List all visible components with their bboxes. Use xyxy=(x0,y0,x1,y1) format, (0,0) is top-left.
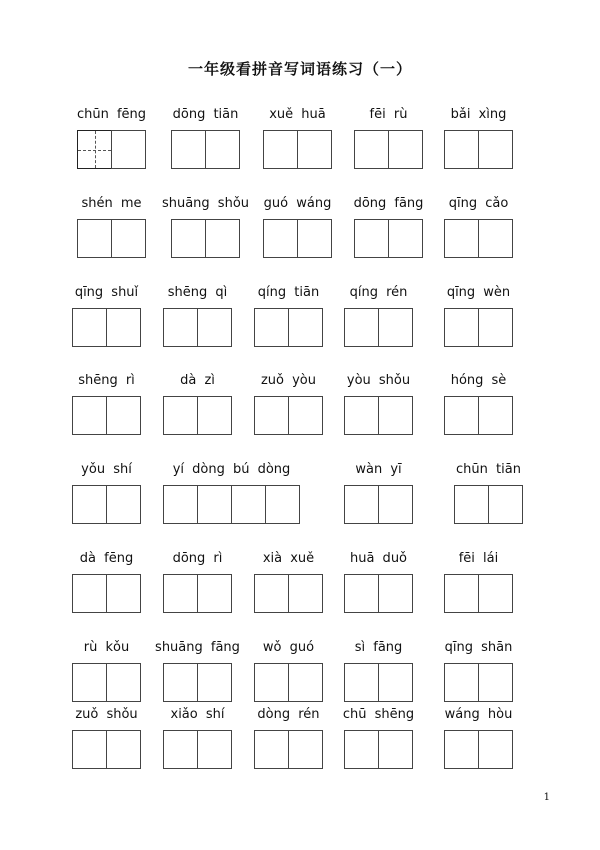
writing-box[interactable] xyxy=(254,730,289,769)
writing-box[interactable] xyxy=(197,485,232,524)
pinyin-label: huā duǒ xyxy=(349,551,408,566)
writing-box[interactable] xyxy=(197,663,232,702)
writing-box[interactable] xyxy=(263,130,298,169)
writing-box[interactable] xyxy=(344,574,379,613)
writing-box[interactable] xyxy=(197,730,232,769)
writing-boxes xyxy=(72,485,140,524)
writing-boxes xyxy=(72,308,140,347)
pinyin-label: qīng wèn xyxy=(446,285,511,300)
writing-box[interactable] xyxy=(171,219,206,258)
writing-box[interactable] xyxy=(354,130,389,169)
writing-box[interactable] xyxy=(378,485,413,524)
writing-box[interactable] xyxy=(106,574,141,613)
tianzige-guide-box[interactable] xyxy=(77,130,112,169)
writing-box[interactable] xyxy=(444,663,479,702)
pinyin-label: shén me xyxy=(81,196,142,211)
writing-box[interactable] xyxy=(378,730,413,769)
writing-box[interactable] xyxy=(106,485,141,524)
pinyin-label: xuě huā xyxy=(269,107,326,122)
writing-box[interactable] xyxy=(171,130,206,169)
exercise-row xyxy=(0,707,600,787)
writing-box[interactable] xyxy=(388,219,423,258)
writing-box[interactable] xyxy=(444,730,479,769)
pinyin-label: yòu shǒu xyxy=(346,373,411,388)
writing-box[interactable] xyxy=(478,730,513,769)
exercise-row xyxy=(0,107,600,187)
writing-box[interactable] xyxy=(288,308,323,347)
writing-boxes xyxy=(254,730,322,769)
pinyin-label: wàn yī xyxy=(355,462,402,477)
exercise-row xyxy=(0,551,600,631)
pinyin-label: sì fāng xyxy=(354,640,403,655)
writing-boxes xyxy=(444,130,512,169)
writing-box[interactable] xyxy=(254,663,289,702)
writing-box[interactable] xyxy=(163,308,198,347)
writing-box[interactable] xyxy=(444,574,479,613)
writing-box[interactable] xyxy=(378,308,413,347)
writing-box[interactable] xyxy=(478,663,513,702)
writing-box[interactable] xyxy=(205,130,240,169)
writing-boxes xyxy=(77,219,145,258)
writing-boxes xyxy=(72,396,140,435)
pinyin-label: guó wáng xyxy=(263,196,332,211)
writing-boxes xyxy=(444,574,512,613)
page-title: 一年级看拼音写词语练习（一） xyxy=(187,60,412,78)
writing-box[interactable] xyxy=(72,574,107,613)
writing-boxes xyxy=(344,663,412,702)
writing-box[interactable] xyxy=(478,308,513,347)
pinyin-label: fēi lái xyxy=(458,551,499,566)
writing-box[interactable] xyxy=(163,396,198,435)
writing-box[interactable] xyxy=(378,663,413,702)
writing-box[interactable] xyxy=(378,396,413,435)
writing-box[interactable] xyxy=(444,219,479,258)
pinyin-label: wǒ guó xyxy=(262,640,315,655)
writing-box[interactable] xyxy=(478,396,513,435)
exercise-row xyxy=(0,196,600,276)
writing-boxes xyxy=(163,574,231,613)
pinyin-label: shuāng fāng xyxy=(155,640,240,655)
writing-box[interactable] xyxy=(72,308,107,347)
writing-boxes xyxy=(163,308,231,347)
writing-boxes xyxy=(171,219,239,258)
exercise-row xyxy=(0,285,600,365)
writing-box[interactable] xyxy=(106,730,141,769)
writing-boxes xyxy=(163,396,231,435)
writing-box[interactable] xyxy=(444,396,479,435)
writing-boxes xyxy=(72,663,140,702)
writing-boxes xyxy=(171,130,239,169)
pinyin-label: qíng rén xyxy=(349,285,408,300)
pinyin-label: dōng tiān xyxy=(172,107,239,122)
writing-box[interactable] xyxy=(297,219,332,258)
writing-box[interactable] xyxy=(111,130,146,169)
writing-box[interactable] xyxy=(478,219,513,258)
writing-box[interactable] xyxy=(163,574,198,613)
writing-boxes xyxy=(72,574,140,613)
writing-box[interactable] xyxy=(72,396,107,435)
writing-box[interactable] xyxy=(354,219,389,258)
pinyin-label: dōng rì xyxy=(172,551,223,566)
writing-boxes xyxy=(254,663,322,702)
writing-box[interactable] xyxy=(388,130,423,169)
writing-boxes xyxy=(163,663,231,702)
writing-box[interactable] xyxy=(454,485,489,524)
writing-boxes xyxy=(344,485,412,524)
writing-boxes xyxy=(444,219,512,258)
writing-box[interactable] xyxy=(444,130,479,169)
pinyin-label: qīng shuǐ xyxy=(74,285,139,300)
writing-box[interactable] xyxy=(205,219,240,258)
pinyin-label: fēi rù xyxy=(369,107,408,122)
writing-box[interactable] xyxy=(344,485,379,524)
exercise-row xyxy=(0,373,600,453)
writing-boxes xyxy=(254,396,322,435)
writing-box[interactable] xyxy=(77,219,112,258)
page-number: 1 xyxy=(543,792,550,803)
writing-box[interactable] xyxy=(478,574,513,613)
pinyin-label: chūn tiān xyxy=(456,462,521,477)
writing-box[interactable] xyxy=(106,396,141,435)
writing-box[interactable] xyxy=(163,663,198,702)
pinyin-label: dà fēng xyxy=(79,551,134,566)
writing-box[interactable] xyxy=(72,663,107,702)
writing-box[interactable] xyxy=(163,485,198,524)
writing-box[interactable] xyxy=(344,663,379,702)
pinyin-label: shēng qì xyxy=(167,285,228,300)
pinyin-label: shēng rì xyxy=(78,373,135,388)
pinyin-label: zuǒ shǒu xyxy=(75,707,138,722)
writing-box[interactable] xyxy=(254,308,289,347)
writing-boxes xyxy=(254,308,322,347)
writing-box[interactable] xyxy=(344,396,379,435)
pinyin-label: qíng tiān xyxy=(257,285,320,300)
exercise-row xyxy=(0,462,600,542)
writing-boxes xyxy=(354,130,422,169)
writing-box[interactable] xyxy=(378,574,413,613)
writing-boxes xyxy=(263,130,331,169)
pinyin-label: rù kǒu xyxy=(83,640,130,655)
writing-box[interactable] xyxy=(344,730,379,769)
pinyin-label: dòng rén xyxy=(257,707,320,722)
pinyin-label: yǒu shí xyxy=(81,462,132,477)
writing-box[interactable] xyxy=(265,485,300,524)
writing-box[interactable] xyxy=(163,730,198,769)
pinyin-label: dà zì xyxy=(180,373,215,388)
writing-box[interactable] xyxy=(288,396,323,435)
pinyin-label: dōng fāng xyxy=(353,196,424,211)
writing-boxes xyxy=(344,308,412,347)
writing-boxes xyxy=(163,730,231,769)
pinyin-label: bǎi xìng xyxy=(450,107,507,122)
writing-box[interactable] xyxy=(197,396,232,435)
writing-box[interactable] xyxy=(478,130,513,169)
writing-boxes xyxy=(263,219,331,258)
writing-box[interactable] xyxy=(197,574,232,613)
writing-box[interactable] xyxy=(288,663,323,702)
writing-box[interactable] xyxy=(288,730,323,769)
writing-boxes xyxy=(444,396,512,435)
writing-boxes xyxy=(444,308,512,347)
writing-boxes xyxy=(254,574,322,613)
writing-box[interactable] xyxy=(263,219,298,258)
pinyin-label: zuǒ yòu xyxy=(260,373,317,388)
writing-boxes xyxy=(444,663,512,702)
writing-boxes xyxy=(454,485,522,524)
writing-box[interactable] xyxy=(72,485,107,524)
writing-box[interactable] xyxy=(344,308,379,347)
pinyin-label: chū shēng xyxy=(342,707,415,722)
writing-box[interactable] xyxy=(111,219,146,258)
pinyin-label: yí dòng bú dòng xyxy=(172,462,291,477)
writing-box[interactable] xyxy=(72,730,107,769)
writing-box[interactable] xyxy=(254,396,289,435)
writing-box[interactable] xyxy=(106,663,141,702)
writing-box[interactable] xyxy=(297,130,332,169)
writing-boxes xyxy=(354,219,422,258)
pinyin-label: qīng cǎo xyxy=(448,196,509,211)
writing-box[interactable] xyxy=(254,574,289,613)
pinyin-label: hóng sè xyxy=(450,373,507,388)
writing-box[interactable] xyxy=(444,308,479,347)
writing-boxes xyxy=(344,574,412,613)
writing-boxes xyxy=(344,730,412,769)
writing-boxes xyxy=(444,730,512,769)
writing-box[interactable] xyxy=(106,308,141,347)
writing-boxes xyxy=(77,130,145,169)
writing-box[interactable] xyxy=(488,485,523,524)
writing-boxes xyxy=(344,396,412,435)
pinyin-label: xiǎo shí xyxy=(170,707,225,722)
pinyin-label: xià xuě xyxy=(262,551,315,566)
writing-boxes xyxy=(163,485,299,524)
pinyin-label: wáng hòu xyxy=(444,707,513,722)
pinyin-label: chūn fēng xyxy=(76,107,147,122)
writing-box[interactable] xyxy=(288,574,323,613)
writing-box[interactable] xyxy=(197,308,232,347)
pinyin-label: qīng shān xyxy=(444,640,513,655)
pinyin-label: shuāng shǒu xyxy=(161,196,250,211)
writing-box[interactable] xyxy=(231,485,266,524)
writing-boxes xyxy=(72,730,140,769)
